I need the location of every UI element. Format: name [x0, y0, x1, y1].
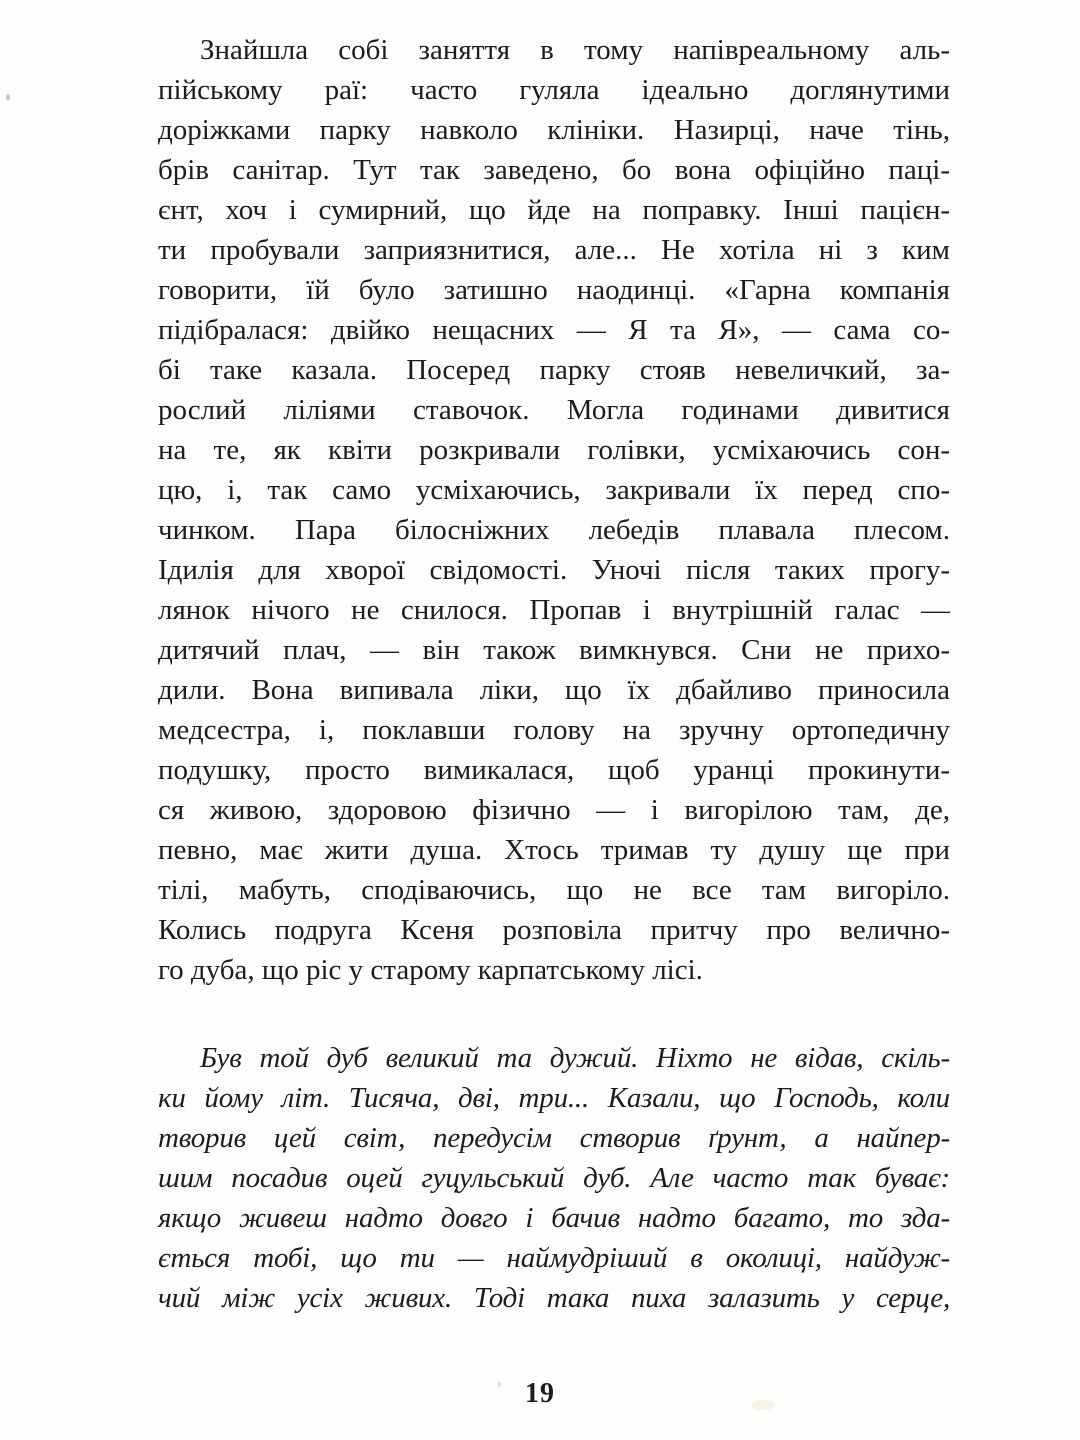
text-line: бі таке казала. Посеред парку стояв невеличкий, за- [158, 354, 950, 386]
paragraph-narrative [158, 30, 950, 990]
text-line: рослий ліліями ставочок. Могла годинами дивитися [158, 394, 950, 426]
text-line: дитячий плач, — він також вимкнувся. Сни не прихо- [158, 634, 950, 666]
text-line: го дуба, що ріс у старому карпатському лісі. [158, 954, 703, 986]
text-line: доріжками парку навколо клініки. Назирці, наче тінь, [158, 114, 950, 146]
text-line: ся живою, здоровою фізично — і вигорілою там, де, [158, 794, 950, 826]
text-line: шим посадив оцей гуцульський дуб. Але часто так буває: [158, 1162, 950, 1194]
text-line: якщо живеш надто довго і бачив надто багато, то зда- [158, 1202, 950, 1234]
text-line: Був той дуб великий та дужий. Ніхто не відав, скіль- [200, 1042, 950, 1074]
text-line: лянок нічого не снилося. Пропав і внутрішній галас — [158, 594, 950, 626]
text-line: Знайшла собі заняття в тому напівреальному аль- [200, 34, 950, 66]
text-line: медсестра, і, поклавши голову на зручну ортопедичну [158, 714, 950, 746]
text-line: єнт, хоч і сумирний, що йде на поправку. Інші пацієн- [158, 194, 950, 226]
text-line: певно, має жити душа. Хтось тримав ту душу ще при [158, 834, 950, 866]
scan-artifact [6, 94, 10, 101]
text-line: брів санітар. Тут так заведено, бо вона офіційно паці- [158, 154, 950, 186]
text-line: ється тобі, що ти — наймудріший в околиці, найдуж- [158, 1242, 950, 1274]
text-line: дили. Вона випивала ліки, що їх дбайливо приносила [158, 674, 950, 706]
text-block [158, 30, 950, 1318]
text-line: цю, і, так само усміхаючись, закривали їх перед спо- [158, 474, 950, 506]
text-line: пійському раї: часто гуляла ідеально доглянутими [158, 74, 950, 106]
text-line: тілі, мабуть, сподіваючись, що не все там вигоріло. [158, 874, 950, 906]
text-line: чинком. Пара білосніжних лебедів плавала плесом. [158, 514, 950, 546]
text-line: говорити, їй було затишно наодинці. «Гарна компанія [158, 274, 950, 306]
paragraph-parable [158, 1038, 950, 1318]
text-line: подушку, просто вимикалася, щоб уранці прокинути- [158, 754, 950, 786]
page-number: 19 [525, 1378, 555, 1409]
text-line: на те, як квіти розкривали голівки, усміхаючись сон- [158, 434, 950, 466]
text-line: підібралася: двійко нещасних — Я та Я», — сама со- [158, 314, 950, 346]
text-line: творив цей світ, передусім створив ґрунт, а найпер- [158, 1122, 950, 1154]
text-line: ти пробували заприязнитися, але... Не хотіла ні з ким [158, 234, 950, 266]
text-line: Колись подруга Ксеня розповіла притчу про велично- [158, 914, 950, 946]
text-line: Ідилія для хворої свідомості. Уночі після таких прогу- [158, 554, 950, 586]
text-line: чий між усіх живих. Тоді така пиха залазить у серце, [158, 1282, 950, 1314]
text-line: ки йому літ. Тисяча, дві, три... Казали, що Господь, коли [158, 1082, 950, 1114]
